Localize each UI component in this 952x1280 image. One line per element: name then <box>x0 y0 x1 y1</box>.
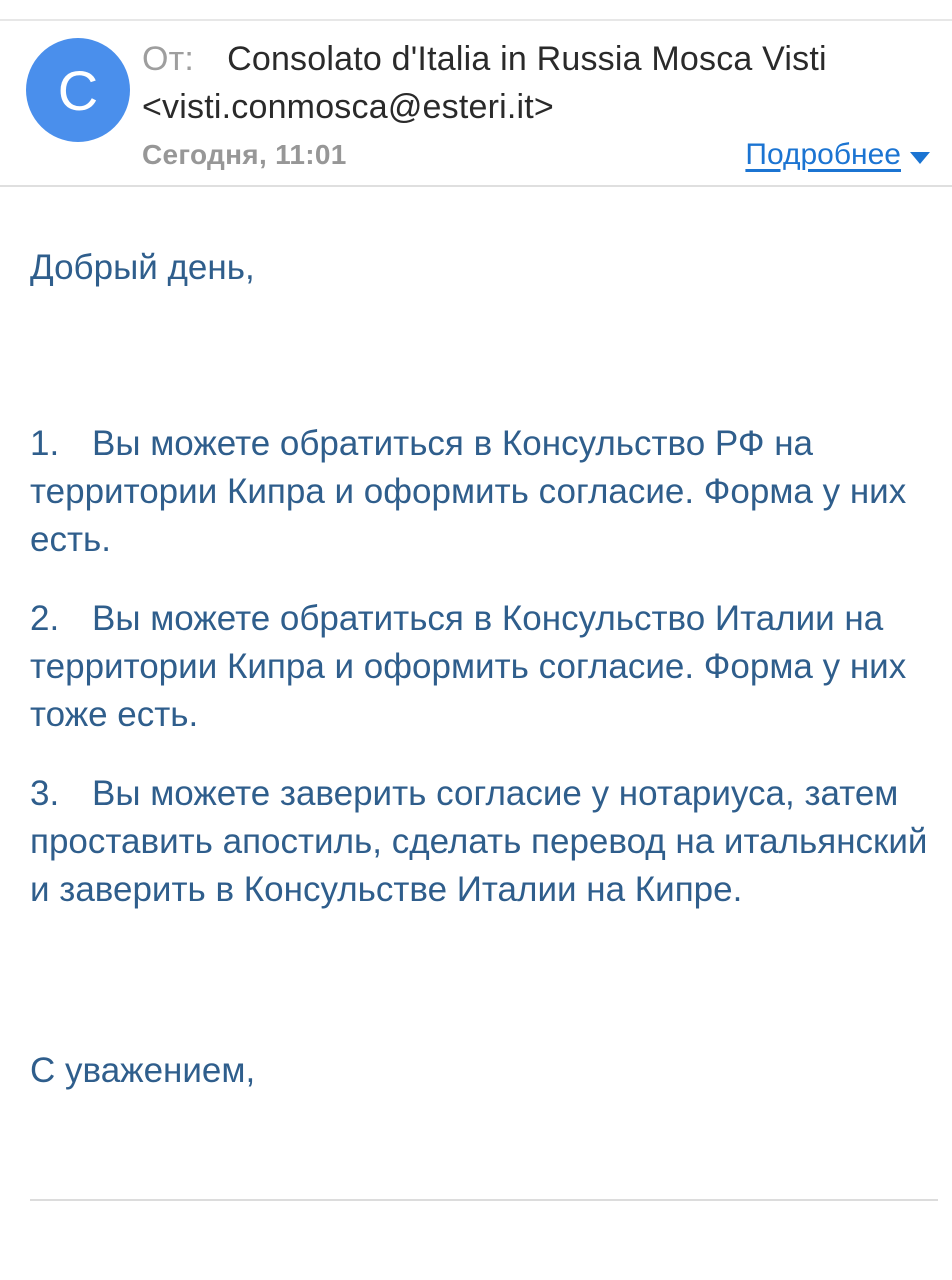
top-divider <box>0 0 952 21</box>
bottom-divider <box>30 1199 938 1201</box>
list-item-number: 3. <box>30 774 60 813</box>
list-item <box>30 595 928 739</box>
details-link[interactable] <box>745 138 930 172</box>
from-label: От: <box>142 40 195 78</box>
list-item-text: Вы можете заверить согласие у нотариуса, затем проставить апостиль, сделать перевод на итальянский и заверить в Консульстве Италии на Кипре. <box>30 774 928 909</box>
sender-avatar[interactable] <box>26 38 130 142</box>
message-header <box>0 21 952 187</box>
list-item <box>30 770 928 914</box>
greeting-text: Добрый день, <box>30 248 255 287</box>
chevron-down-icon <box>910 152 930 164</box>
list-item-text: Вы можете обратиться в Консульство РФ на территории Кипра и оформить согласие. Форма у них есть. <box>30 424 907 559</box>
timestamp: Сегодня, 11:01 <box>142 139 347 170</box>
list-item-number: 2. <box>30 599 60 638</box>
sender-info-column <box>142 35 930 172</box>
message-meta-row <box>142 138 930 172</box>
avatar-letter: C <box>57 58 99 122</box>
list-item-number: 1. <box>30 424 60 463</box>
closing-text: С уважением, <box>30 1051 256 1090</box>
list-item-text: Вы можете обратиться в Консульство Италии на территории Кипра и оформить согласие. Форма у них тоже есть. <box>30 599 907 734</box>
details-label: Подробнее <box>745 138 901 171</box>
sender-name: Consolato d'Italia in Russia Mosca Visti <box>227 40 827 78</box>
sender-info <box>142 35 930 131</box>
message-body <box>0 244 952 1201</box>
list-item <box>30 420 928 564</box>
sender-email: <visti.conmosca@esteri.it> <box>142 88 554 126</box>
